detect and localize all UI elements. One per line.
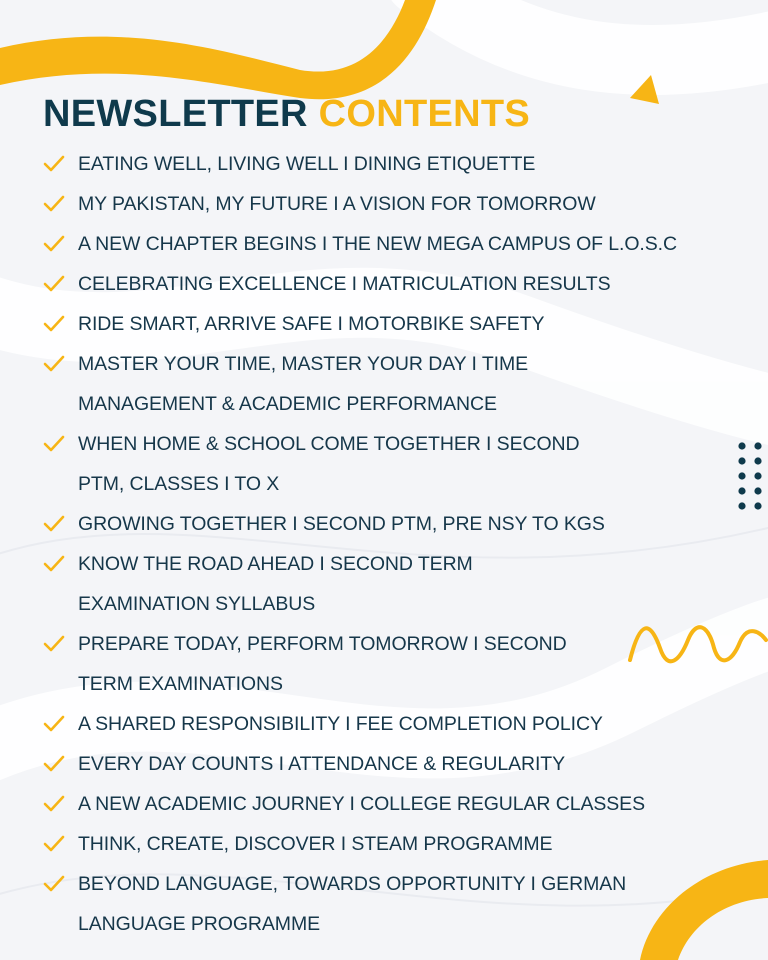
list-item-text: WHEN HOME & SCHOOL COME TOGETHER I SECOND PTM, CLASSES I TO X bbox=[78, 433, 580, 495]
list-item bbox=[43, 144, 743, 184]
checkmark-icon bbox=[43, 874, 65, 894]
list-item-text: MASTER YOUR TIME, MASTER YOUR DAY I TIME MANAGEMENT & ACADEMIC PERFORMANCE bbox=[78, 353, 528, 415]
contents-list bbox=[43, 144, 743, 944]
list-item bbox=[43, 184, 743, 224]
checkmark-icon bbox=[43, 634, 65, 654]
checkmark-icon bbox=[43, 554, 65, 574]
newsletter-content bbox=[43, 92, 743, 944]
list-item-text: A NEW ACADEMIC JOURNEY I COLLEGE REGULAR CLASSES bbox=[78, 793, 645, 815]
list-item bbox=[43, 744, 743, 784]
top-swoosh bbox=[0, 0, 436, 99]
list-item-text: THINK, CREATE, DISCOVER I STEAM PROGRAMME bbox=[78, 833, 553, 855]
list-item bbox=[43, 624, 743, 704]
list-item bbox=[43, 424, 743, 504]
title-word-newsletter: NEWSLETTER bbox=[43, 93, 308, 135]
list-item bbox=[43, 504, 743, 544]
page-title bbox=[43, 92, 743, 136]
checkmark-icon bbox=[43, 154, 65, 174]
list-item-text: A NEW CHAPTER BEGINS I THE NEW MEGA CAMPUS OF L.O.S.C bbox=[78, 233, 677, 255]
checkmark-icon bbox=[43, 354, 65, 374]
list-item-text: GROWING TOGETHER I SECOND PTM, PRE NSY TO KGS bbox=[78, 513, 605, 535]
checkmark-icon bbox=[43, 234, 65, 254]
checkmark-icon bbox=[43, 274, 65, 294]
list-item bbox=[43, 824, 743, 864]
checkmark-icon bbox=[43, 514, 65, 534]
checkmark-icon bbox=[43, 314, 65, 334]
list-item bbox=[43, 544, 743, 624]
list-item-text: EATING WELL, LIVING WELL I DINING ETIQUETTE bbox=[78, 153, 536, 175]
list-item-text: MY PAKISTAN, MY FUTURE I A VISION FOR TOMORROW bbox=[78, 193, 596, 215]
list-item-text: BEYOND LANGUAGE, TOWARDS OPPORTUNITY I GERMAN LANGUAGE PROGRAMME bbox=[78, 873, 627, 935]
list-item-text: A SHARED RESPONSIBILITY I FEE COMPLETION POLICY bbox=[78, 713, 603, 735]
list-item bbox=[43, 704, 743, 744]
list-item bbox=[43, 264, 743, 304]
list-item bbox=[43, 344, 743, 424]
checkmark-icon bbox=[43, 834, 65, 854]
checkmark-icon bbox=[43, 434, 65, 454]
list-item-text: CELEBRATING EXCELLENCE I MATRICULATION RESULTS bbox=[78, 273, 611, 295]
list-item bbox=[43, 784, 743, 824]
list-item-text: EVERY DAY COUNTS I ATTENDANCE & REGULARITY bbox=[78, 753, 566, 775]
list-item-text: KNOW THE ROAD AHEAD I SECOND TERM EXAMINATION SYLLABUS bbox=[78, 553, 473, 615]
list-item-text: RIDE SMART, ARRIVE SAFE I MOTORBIKE SAFETY bbox=[78, 313, 545, 335]
list-item bbox=[43, 224, 743, 264]
checkmark-icon bbox=[43, 194, 65, 214]
checkmark-icon bbox=[43, 794, 65, 814]
checkmark-icon bbox=[43, 754, 65, 774]
list-item bbox=[43, 864, 743, 944]
list-item bbox=[43, 304, 743, 344]
checkmark-icon bbox=[43, 714, 65, 734]
list-item-text: PREPARE TODAY, PERFORM TOMORROW I SECOND TERM EXAMINATIONS bbox=[78, 633, 567, 695]
title-word-contents: CONTENTS bbox=[318, 93, 531, 135]
